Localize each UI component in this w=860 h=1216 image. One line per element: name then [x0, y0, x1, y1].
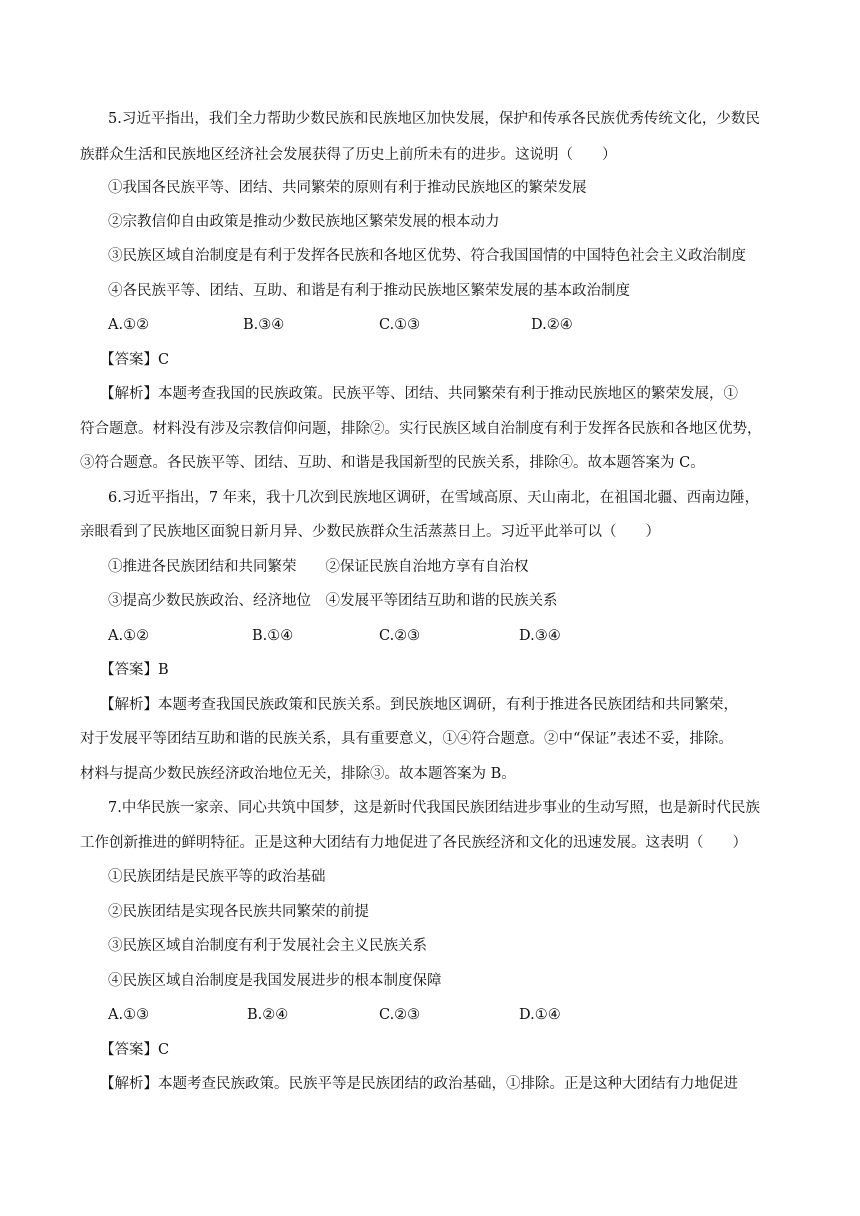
q5-item-4: ④各民族平等、团结、互助、和谐是有利于推动民族地区繁荣发展的基本政治制度	[108, 283, 630, 299]
q6-items-row-2: ③提高少数民族政治、经济地位 ④发展平等团结互助和谐的民族关系	[108, 593, 558, 609]
q6-option-d: D.③④	[519, 628, 561, 644]
q5-option-d: D.②④	[531, 317, 573, 333]
q5-item-3: ③民族区域自治制度是有利于发挥各民族和各地区优势、符合我国国情的中国特色社会主义政治制度	[108, 248, 746, 264]
q7-item-1: ①民族团结是民族平等的政治基础	[108, 869, 326, 885]
q5-item-1: ①我国各民族平等、团结、共同繁荣的原则有利于推动民族地区的繁荣发展	[108, 180, 587, 196]
q6-stem-line-1: 6.习近平指出，7 年来，我十几次到民族地区调研，在雪域高原、天山南北，在祖国北疆、西南边陲，	[108, 490, 760, 506]
q7-item-3: ③民族区域自治制度有利于发展社会主义民族关系	[108, 938, 427, 954]
q7-option-b: B.②④	[247, 1007, 289, 1023]
q6-option-b: B.①④	[252, 628, 294, 644]
q6-stem-line-2: 亲眼看到了民族地区面貌日新月异、少数民族群众生活蒸蒸日上。习近平此举可以（ ）	[80, 524, 660, 540]
q7-stem-line-1: 7.中华民族一家亲、同心共筑中国梦，这是新时代我国民族团结进步事业的生动写照，也是新时代民族	[108, 800, 760, 816]
q7-option-a: A.①③	[108, 1007, 150, 1023]
q6-option-a: A.①②	[108, 628, 150, 644]
q7-item-2: ②民族团结是实现各民族共同繁荣的前提	[108, 904, 369, 920]
q5-option-a: A.①②	[108, 317, 150, 333]
q5-stem-line-1: 5.习近平指出，我们全力帮助少数民族和民族地区加快发展，保护和传承各民族优秀传统文化，少数民	[108, 111, 760, 127]
q6-analysis-line-2: 对于发展平等团结互助和谐的民族关系，具有重要意义，①④符合题意。②中“保证”表述不妥，排除。	[80, 731, 733, 747]
q7-option-c: C.②③	[379, 1007, 421, 1023]
q7-item-4: ④民族区域自治制度是我国发展进步的根本制度保障	[108, 973, 442, 989]
q5-analysis-line-3: ③符合题意。各民族平等、团结、互助、和谐是我国新型的民族关系，排除④。故本题答案为 C。	[80, 455, 705, 471]
q6-analysis-line-3: 材料与提高少数民族经济政治地位无关，排除③。故本题答案为 B。	[80, 766, 516, 782]
q5-analysis-line-2: 符合题意。材料没有涉及宗教信仰问题，排除②。实行民族区域自治制度有利于发挥各民族和各地区优势，	[80, 421, 762, 437]
q7-stem-line-2: 工作创新推进的鲜明特征。正是这种大团结有力地促进了各民族经济和文化的迅速发展。这表明（ ）	[80, 835, 747, 851]
q5-stem-line-2: 族群众生活和民族地区经济社会发展获得了历史上前所未有的进步。这说明（ ）	[80, 147, 617, 163]
q6-items-row-1: ①推进各民族团结和共同繁荣 ②保证民族自治地方享有自治权	[108, 559, 529, 575]
q6-analysis-line-1: 【解析】本题考查我国民族政策和民族关系。到民族地区调研，有利于推进各民族团结和共同繁荣，	[100, 697, 738, 713]
q5-option-b: B.③④	[243, 317, 285, 333]
q6-option-c: C.②③	[379, 628, 421, 644]
q7-answer: 【答案】C	[100, 1042, 170, 1058]
q5-answer: 【答案】C	[100, 352, 170, 368]
q6-answer: 【答案】B	[100, 662, 169, 678]
q5-item-2: ②宗教信仰自由政策是推动少数民族地区繁荣发展的根本动力	[108, 214, 500, 230]
q5-analysis-line-1: 【解析】本题考查我国的民族政策。民族平等、团结、共同繁荣有利于推动民族地区的繁荣发展，①	[100, 386, 738, 402]
q7-analysis-line-1: 【解析】本题考查民族政策。民族平等是民族团结的政治基础，①排除。正是这种大团结有力地促进	[100, 1076, 738, 1092]
q7-option-d: D.①④	[519, 1007, 561, 1023]
q5-option-c: C.①③	[379, 317, 421, 333]
